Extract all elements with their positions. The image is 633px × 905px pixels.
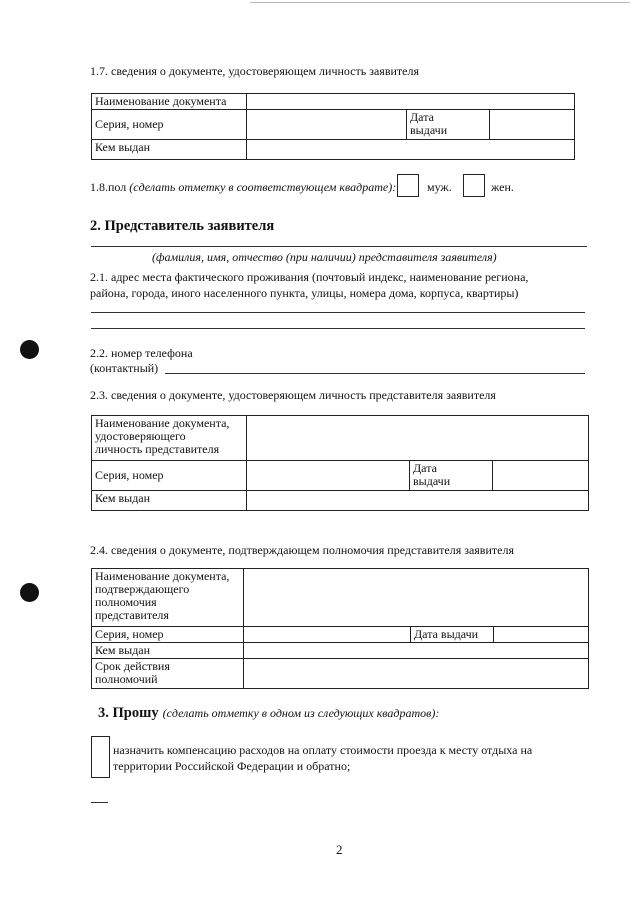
address-label-line2: района, города, иного населенного пункта, улицы, номера дома, корпуса, квартиры) xyxy=(90,286,519,300)
rep-issue-date-field[interactable] xyxy=(493,461,589,491)
auth-doc-name-line4: представителя xyxy=(95,608,169,622)
issued-by-field[interactable] xyxy=(247,140,575,160)
male-checkbox[interactable] xyxy=(397,174,419,197)
gender-label: 1.8.пол xyxy=(90,180,127,194)
auth-issued-by-field[interactable] xyxy=(244,643,589,659)
doc-name-label: Наименование документа xyxy=(92,94,247,110)
section-3-row xyxy=(98,704,439,722)
auth-series-label: Серия, номер xyxy=(92,627,244,643)
auth-doc-name-line1: Наименование документа, xyxy=(95,569,230,583)
rep-issued-by-label: Кем выдан xyxy=(92,491,247,511)
doc-name-field[interactable] xyxy=(247,94,575,110)
next-option-fragment xyxy=(91,802,108,803)
section-2-heading: 2. Представитель заявителя xyxy=(90,218,275,234)
series-number-label: Серия, номер xyxy=(92,110,247,140)
section-3-hint: (сделать отметку в одном из следующих квадратов): xyxy=(162,706,440,720)
section-3-heading: 3. Прошу xyxy=(98,705,159,721)
section-1-7-title: 1.7. сведения о документе, удостоверяющем личность заявителя xyxy=(90,64,419,78)
auth-term-field[interactable] xyxy=(244,659,589,689)
rep-series-field[interactable] xyxy=(247,461,410,491)
rep-series-label: Серия, номер xyxy=(92,461,247,491)
phone-line[interactable] xyxy=(165,373,585,374)
option-compensation-line2: территории Российской Федерации и обратно; xyxy=(113,759,351,773)
address-label-line1: 2.1. адрес места фактического проживания (почтовый индекс, наименование региона, xyxy=(90,270,529,284)
auth-series-field[interactable] xyxy=(244,627,411,643)
binder-hole-top xyxy=(20,340,39,359)
auth-doc-name-line2: подтверждающего xyxy=(95,582,190,596)
series-number-field[interactable] xyxy=(247,110,407,140)
section-2-3-title: 2.3. сведения о документе, удостоверяющем личность представителя заявителя xyxy=(90,388,496,402)
rep-doc-name-line1: Наименование документа, xyxy=(95,416,230,430)
rep-issue-date-line1: Дата xyxy=(413,461,437,475)
representative-name-caption: (фамилия, имя, отчество (при наличии) представителя заявителя) xyxy=(152,250,497,264)
page-number: 2 xyxy=(336,842,343,857)
gender-hint: (сделать отметку в соответствующем квадрате): xyxy=(129,180,397,194)
female-checkbox[interactable] xyxy=(463,174,485,197)
rep-issue-date-line2: выдачи xyxy=(413,474,451,488)
applicant-id-document-table xyxy=(91,93,575,160)
auth-doc-name-label xyxy=(92,569,244,627)
section-2-4-title: 2.4. сведения о документе, подтверждающем полномочия представителя заявителя xyxy=(90,543,514,557)
option-compensation-line1: назначить компенсацию расходов на оплату стоимости проезда к месту отдыха на xyxy=(113,743,533,757)
auth-issue-date-label: Дата выдачи xyxy=(411,627,494,643)
option-compensation-checkbox[interactable] xyxy=(91,736,110,778)
phone-label-line2: (контактный) xyxy=(90,361,159,375)
binder-hole-bottom xyxy=(20,583,39,602)
auth-term-label xyxy=(92,659,244,689)
issue-date-label-line2: выдачи xyxy=(410,123,448,137)
representative-name-line xyxy=(91,246,587,247)
issued-by-label: Кем выдан xyxy=(92,140,247,160)
auth-issued-by-label: Кем выдан xyxy=(92,643,244,659)
auth-doc-name-field[interactable] xyxy=(244,569,589,627)
auth-term-line1: Срок действия xyxy=(95,659,170,673)
issue-date-field[interactable] xyxy=(490,110,575,140)
gender-row xyxy=(90,180,396,194)
phone-label-line1: 2.2. номер телефона xyxy=(90,346,193,360)
rep-doc-name-line2: удостоверяющего xyxy=(95,429,186,443)
female-label: жен. xyxy=(491,180,514,194)
male-label: муж. xyxy=(427,180,452,194)
auth-term-line2: полномочий xyxy=(95,672,158,686)
rep-issue-date-label xyxy=(410,461,493,491)
rep-issued-by-field[interactable] xyxy=(247,491,589,511)
authority-document-table xyxy=(91,568,589,689)
issue-date-label xyxy=(407,110,490,140)
auth-issue-date-field[interactable] xyxy=(494,627,589,643)
issue-date-label-line1: Дата xyxy=(410,110,434,124)
address-line-1[interactable] xyxy=(91,312,585,313)
auth-doc-name-line3: полномочия xyxy=(95,595,157,609)
rep-doc-name-line3: личность представителя xyxy=(95,442,220,456)
representative-id-document-table xyxy=(91,415,589,511)
rep-doc-name-label xyxy=(92,416,247,461)
address-line-2[interactable] xyxy=(91,328,585,329)
scan-edge-line xyxy=(250,2,630,3)
rep-doc-name-field[interactable] xyxy=(247,416,589,461)
